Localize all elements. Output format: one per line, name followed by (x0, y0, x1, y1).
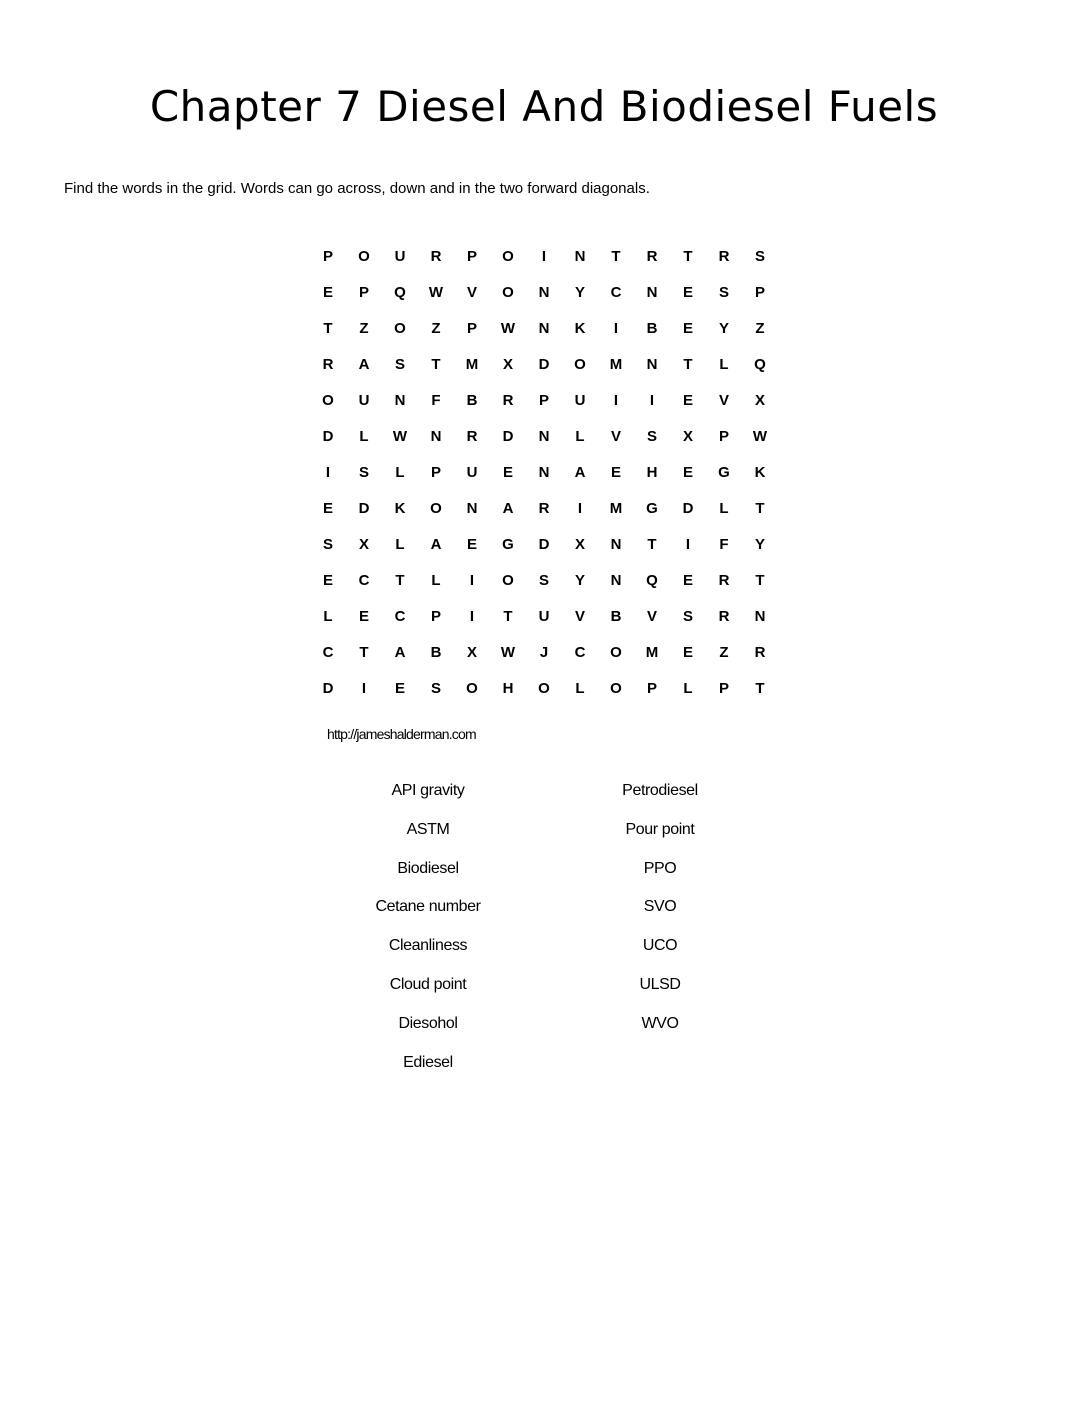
word-list-item: PPO (643, 859, 677, 877)
grid-letter: E (322, 284, 333, 301)
grid-letter: P (538, 392, 549, 409)
grid-letter: I (649, 392, 655, 409)
grid-letter: N (646, 356, 658, 373)
grid-letter: L (683, 680, 693, 697)
grid-letter: T (683, 248, 693, 265)
grid-letter: R (718, 248, 730, 265)
grid-letter: P (646, 680, 657, 697)
grid-letter: B (610, 608, 622, 625)
grid-letter: O (610, 644, 622, 661)
grid-letter: P (754, 284, 765, 301)
grid-letter: Q (646, 572, 658, 589)
grid-letter: N (754, 608, 766, 625)
grid-letter: Q (754, 356, 766, 373)
grid-letter: S (394, 356, 405, 373)
grid-letter: M (465, 356, 479, 373)
grid-letter: A (430, 536, 442, 553)
grid-letter: E (682, 320, 693, 337)
grid-letter: E (358, 608, 369, 625)
grid-letter: V (646, 608, 657, 625)
grid-letter: C (394, 608, 406, 625)
grid-letter: X (682, 428, 693, 445)
grid-letter: V (574, 608, 585, 625)
grid-letter: Z (359, 320, 369, 337)
grid-letter: G (502, 536, 514, 553)
grid-letter: X (466, 644, 477, 661)
grid-letter: R (430, 248, 442, 265)
grid-letter: N (574, 248, 586, 265)
grid-letter: I (613, 320, 619, 337)
grid-letter: G (646, 500, 658, 517)
grid-letter: Z (431, 320, 441, 337)
grid-letter: P (430, 464, 441, 481)
grid-letter: E (682, 464, 693, 481)
grid-letter: K (754, 464, 766, 481)
grid-letter: O (430, 500, 442, 517)
word-list-item: WVO (641, 1014, 679, 1032)
grid-letter: L (323, 608, 333, 625)
grid-letter: N (610, 536, 622, 553)
grid-letter: D (322, 680, 334, 697)
grid-letter: T (431, 356, 441, 373)
grid-letter: N (538, 284, 550, 301)
word-list-item: ULSD (639, 975, 681, 993)
word-list-left (328, 782, 528, 1092)
grid-letter: N (394, 392, 406, 409)
grid-letter: T (611, 248, 621, 265)
grid-letter: V (610, 428, 621, 445)
word-list-item: Cloud point (389, 975, 467, 993)
grid-letter: S (358, 464, 369, 481)
page-title: Chapter 7 Diesel And Biodiesel Fuels (149, 82, 939, 131)
grid-letter: O (394, 320, 406, 337)
grid-letter: R (466, 428, 478, 445)
word-list-right (560, 782, 760, 1054)
grid-letter: E (322, 572, 333, 589)
grid-letter: D (538, 536, 550, 553)
word-list-item: ASTM (406, 820, 450, 838)
grid-letter: T (755, 500, 765, 517)
word-search-grid (310, 242, 778, 710)
grid-letter: O (322, 392, 334, 409)
grid-letter: G (718, 464, 730, 481)
grid-letter: N (610, 572, 622, 589)
grid-letter: O (466, 680, 478, 697)
grid-letter: R (718, 608, 730, 625)
grid-letter: U (538, 608, 550, 625)
grid-letter: E (682, 644, 693, 661)
grid-letter: C (610, 284, 622, 301)
grid-letter: S (682, 608, 693, 625)
grid-letter: P (466, 320, 477, 337)
grid-letter: O (538, 680, 550, 697)
grid-letter: B (430, 644, 442, 661)
grid-letter: W (428, 284, 444, 301)
grid-letter: M (609, 500, 623, 517)
grid-letter: R (718, 572, 730, 589)
grid-letter: E (502, 464, 513, 481)
grid-letter: T (359, 644, 369, 661)
grid-letter: L (359, 428, 369, 445)
grid-letter: L (431, 572, 441, 589)
grid-letter: U (574, 392, 586, 409)
grid-letter: I (577, 500, 583, 517)
grid-letter: T (395, 572, 405, 589)
grid-letter: E (466, 536, 477, 553)
grid-letter: K (394, 500, 406, 517)
grid-letter: K (574, 320, 586, 337)
grid-letter: F (431, 392, 441, 409)
grid-letter: V (718, 392, 729, 409)
grid-letter: M (609, 356, 623, 373)
grid-letter: Z (719, 644, 729, 661)
grid-letter: B (646, 320, 658, 337)
grid-letter: E (682, 284, 693, 301)
grid-letter: X (754, 392, 765, 409)
grid-letter: N (430, 428, 442, 445)
grid-letter: P (322, 248, 333, 265)
grid-letter: N (538, 320, 550, 337)
grid-letter: Z (755, 320, 765, 337)
grid-letter: O (502, 284, 514, 301)
grid-letter: W (500, 644, 516, 661)
grid-letter: N (466, 500, 478, 517)
grid-letter: I (541, 248, 547, 265)
grid-letter: T (503, 608, 513, 625)
grid-letter: C (322, 644, 334, 661)
grid-letter: L (719, 356, 729, 373)
grid-letter: B (466, 392, 478, 409)
grid-letter: F (719, 536, 729, 553)
grid-letter: E (682, 392, 693, 409)
grid-letter: D (502, 428, 514, 445)
grid-letter: L (395, 464, 405, 481)
word-list-item: UCO (642, 937, 678, 955)
grid-letter: E (682, 572, 693, 589)
word-list-item: Cetane number (375, 898, 481, 916)
grid-letter: U (358, 392, 370, 409)
grid-letter: A (574, 464, 586, 481)
grid-letter: A (358, 356, 370, 373)
grid-letter: O (358, 248, 370, 265)
source-url: http://jameshalderman.com (327, 726, 476, 742)
grid-letter: I (325, 464, 331, 481)
grid-letter: L (395, 536, 405, 553)
grid-letter: D (358, 500, 370, 517)
grid-letter: W (752, 428, 768, 445)
grid-letter: P (718, 428, 729, 445)
grid-letter: I (469, 608, 475, 625)
grid-letter: E (610, 464, 621, 481)
grid-letter: D (682, 500, 694, 517)
word-list-item: Diesohol (398, 1014, 458, 1032)
grid-letter: D (322, 428, 334, 445)
grid-letter: T (755, 680, 765, 697)
grid-letter: U (466, 464, 478, 481)
grid-letter: X (574, 536, 585, 553)
grid-letter: N (646, 284, 658, 301)
grid-letter: W (500, 320, 516, 337)
grid-letter: L (719, 500, 729, 517)
grid-letter: R (646, 248, 658, 265)
grid-letter: O (502, 572, 514, 589)
word-list-item: Pour point (625, 820, 695, 838)
word-list-item: Cleanliness (388, 937, 468, 955)
grid-letter: E (322, 500, 333, 517)
grid-letter: A (502, 500, 514, 517)
grid-letter: I (469, 572, 475, 589)
grid-letter: N (538, 464, 550, 481)
word-list-item: Biodiesel (397, 859, 459, 877)
grid-letter: C (358, 572, 370, 589)
grid-letter: P (466, 248, 477, 265)
grid-letter: P (430, 608, 441, 625)
grid-letter: S (322, 536, 333, 553)
grid-letter: Q (394, 284, 406, 301)
grid-letter: R (502, 392, 514, 409)
grid-letter: D (538, 356, 550, 373)
word-list-item: Ediesel (403, 1053, 453, 1071)
grid-letter: T (755, 572, 765, 589)
word-list-item: Petrodiesel (622, 782, 698, 799)
grid-letter: S (646, 428, 657, 445)
grid-letter: E (394, 680, 405, 697)
grid-letter: W (392, 428, 408, 445)
grid-letter: S (718, 284, 729, 301)
grid-letter: N (538, 428, 550, 445)
grid-letter: R (538, 500, 550, 517)
grid-letter: U (394, 248, 406, 265)
grid-letter: Y (718, 320, 729, 337)
grid-letter: I (613, 392, 619, 409)
grid-letter: S (538, 572, 549, 589)
grid-letter: O (502, 248, 514, 265)
grid-letter: Y (754, 536, 765, 553)
grid-letter: P (718, 680, 729, 697)
grid-letter: P (358, 284, 369, 301)
instructions: Find the words in the grid. Words can go across, down and in the two forward diagonals. (64, 180, 650, 197)
word-list-item: SVO (643, 898, 677, 916)
grid-letter: Y (574, 284, 585, 301)
grid-letter: I (361, 680, 367, 697)
grid-letter: Y (574, 572, 585, 589)
grid-letter: A (394, 644, 406, 661)
grid-letter: X (502, 356, 513, 373)
grid-letter: O (610, 680, 622, 697)
grid-letter: H (646, 464, 658, 481)
grid-letter: R (754, 644, 766, 661)
grid-letter: R (322, 356, 334, 373)
grid-letter: T (323, 320, 333, 337)
grid-letter: M (645, 644, 659, 661)
grid-letter: O (574, 356, 586, 373)
grid-letter: C (574, 644, 586, 661)
grid-letter: L (575, 680, 585, 697)
grid-letter: I (685, 536, 691, 553)
grid-letter: S (754, 248, 765, 265)
grid-letter: J (539, 644, 549, 661)
grid-letter: L (575, 428, 585, 445)
grid-letter: X (358, 536, 369, 553)
word-list-item: API gravity (391, 782, 465, 799)
grid-letter: H (502, 680, 514, 697)
grid-letter: T (683, 356, 693, 373)
grid-letter: S (430, 680, 441, 697)
grid-letter: V (466, 284, 477, 301)
grid-letter: T (647, 536, 657, 553)
